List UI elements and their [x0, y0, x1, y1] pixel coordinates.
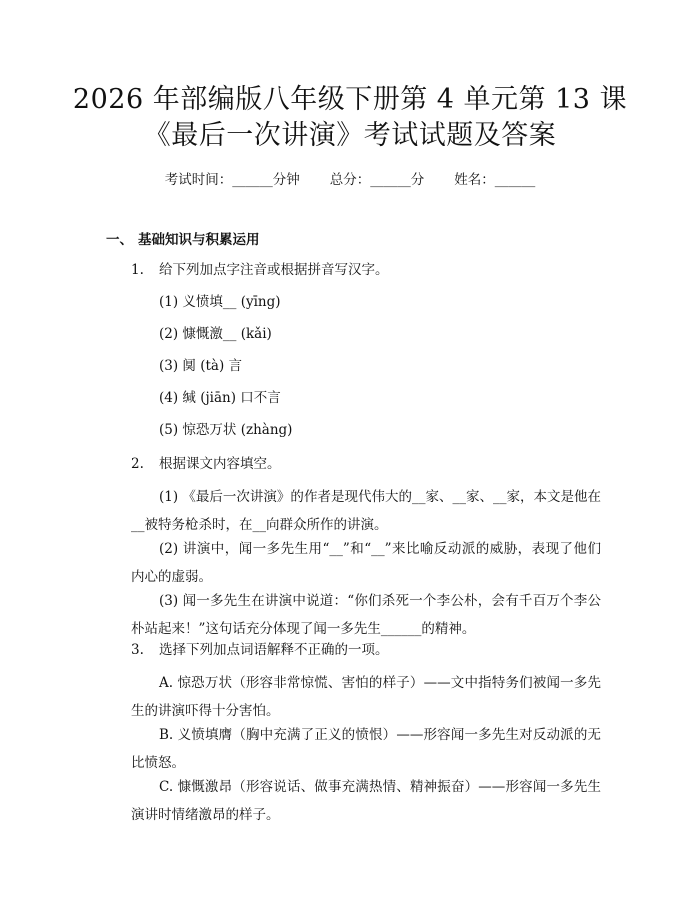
q3-option-b: B. 义愤填膺（胸中充满了正义的愤恨）——形容闻一多先生对反动派的无比愤怒。 — [131, 727, 601, 771]
question-2 — [131, 454, 281, 474]
q2-item: (3) 闻一多先生在讲演中说道：“你们杀死一个李公朴，会有千百万个李公朴站起来！”这句话充分体现了闻一多先生______的精神。 — [131, 593, 601, 637]
q3-option-a: A. 惊恐万状（形容非常惊慌、害怕的样子）——文中指特务们被闻一多先生的讲演吓得十分害怕。 — [131, 675, 601, 719]
document-title-line1: 2026 年部编版八年级下册第 4 单元第 13 课 — [72, 84, 628, 115]
section-heading — [106, 230, 260, 250]
q1-item: (5) 惊恐万状 (zhàng) — [159, 422, 293, 438]
q2-item: (1) 《最后一次讲演》的作者是现代伟大的__家、__家、__家，本文是他在__被特务枪杀时，在__向群众所作的讲演。 — [131, 489, 601, 533]
total-score: 总分：______分 — [329, 172, 425, 188]
document-title-line2: 《最后一次讲演》考试试题及答案 — [143, 120, 557, 151]
q3-option-c: C. 慷慨激昂（形容说话、做事充满热情、精神振奋）——形容闻一多先生演讲时情绪激昂的样子。 — [131, 779, 601, 823]
question-number: 3. — [131, 642, 144, 658]
q1-item: (4) 缄 (jiān) 口不言 — [159, 390, 281, 406]
question-3 — [131, 640, 389, 660]
q1-item: (1) 义愤填__ (yīng) — [159, 294, 281, 310]
q1-item: (3) 阒 (tà) 言 — [159, 358, 243, 374]
question-number: 1. — [131, 262, 144, 278]
section-title: 基础知识与积累运用 — [138, 232, 260, 248]
q2-item: (2) 讲演中，闻一多先生用“__”和“__”来比喻反动派的威胁，表现了他们内心的虚弱。 — [131, 541, 601, 585]
student-name: 姓名：______ — [454, 172, 536, 188]
question-number: 2. — [131, 456, 144, 472]
question-prompt: 选择下列加点词语解释不正确的一项。 — [159, 642, 389, 658]
section-number: 一、 — [106, 232, 133, 248]
exam-time: 考试时间：______分钟 — [164, 172, 300, 188]
exam-info-row — [0, 168, 700, 188]
question-prompt: 根据课文内容填空。 — [159, 456, 281, 472]
q1-item: (2) 慷慨激__ (kǎi) — [159, 326, 272, 342]
question-1 — [131, 260, 389, 280]
question-prompt: 给下列加点字注音或根据拼音写汉字。 — [159, 262, 389, 278]
